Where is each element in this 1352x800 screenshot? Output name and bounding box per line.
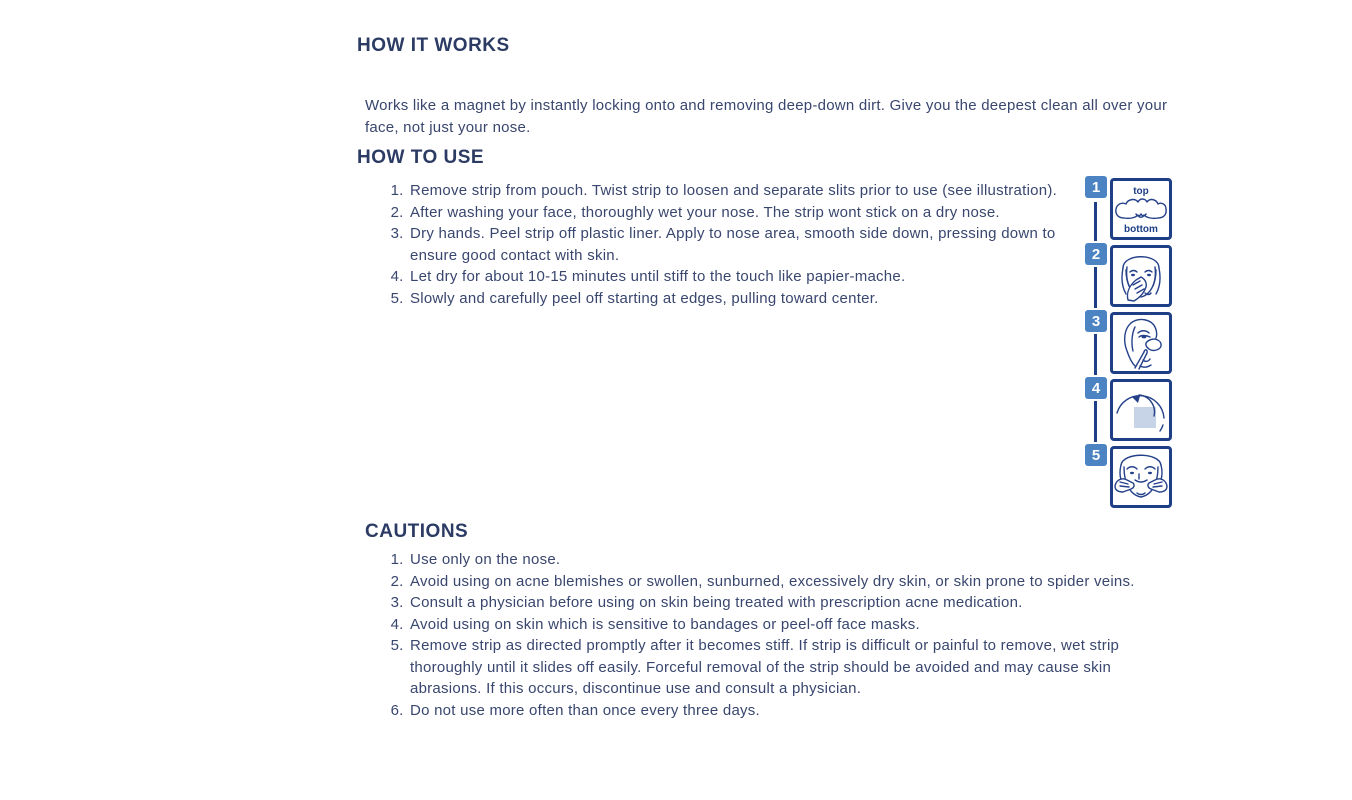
how-to-use-list xyxy=(357,180,1085,508)
caution-item: 6. Do not use more often than once every three days. xyxy=(408,700,1172,722)
caution-item: 1. Use only on the nose. xyxy=(408,549,1172,571)
illustration-panel xyxy=(1110,178,1172,240)
how-to-use-step: 3. Dry hands. Peel strip off plastic liner. Apply to nose area, smooth side down, pressing down to ensure good contact with skin. xyxy=(408,223,1079,266)
illustration-step-1 xyxy=(1085,178,1172,240)
step-number-badge: 4 xyxy=(1085,377,1107,399)
step-number-badge: 1 xyxy=(1085,176,1107,198)
svg-text:top: top xyxy=(1133,186,1149,197)
how-to-use-step: 2. After washing your face, thoroughly wet your nose. The strip wont stick on a dry nose. xyxy=(408,202,1079,224)
step-number-badge: 3 xyxy=(1085,310,1107,332)
how-to-use-step: 1. Remove strip from pouch. Twist strip to loosen and separate slits prior to use (see illustration). xyxy=(408,180,1079,202)
caution-item: 4. Avoid using on skin which is sensitive to bandages or peel-off face masks. xyxy=(408,614,1172,636)
illustration-panel xyxy=(1110,245,1172,307)
svg-text:bottom: bottom xyxy=(1124,224,1158,235)
peel-strip-face-icon xyxy=(1113,449,1169,505)
illustration-step-5 xyxy=(1085,446,1172,508)
illustration-step-2 xyxy=(1085,245,1172,307)
how-it-works-heading: HOW IT WORKS xyxy=(357,35,510,56)
caution-item: 3. Consult a physician before using on skin being treated with prescription acne medication. xyxy=(408,592,1172,614)
how-to-use-heading: HOW TO USE xyxy=(357,147,485,168)
caution-item: 5. Remove strip as directed promptly after it becomes stiff. If strip is difficult or painful to remove, wet strip thoroughly until it slides off easily. Forceful removal of the strip should be avoided and may cause skin abrasions. If this occurs, discontinue use and consult a physician. xyxy=(408,635,1172,700)
illustration-panel xyxy=(1110,312,1172,374)
illustration-step-4 xyxy=(1085,379,1172,441)
wet-nose-face-icon xyxy=(1113,248,1169,304)
illustration-panel xyxy=(1110,446,1172,508)
instruction-illustration-strip xyxy=(1085,178,1172,508)
step-number-badge: 2 xyxy=(1085,243,1107,265)
how-to-use-step: 4. Let dry for about 10-15 minutes until stiff to the touch like papier-mache. xyxy=(408,266,1079,288)
cautions-heading: CAUTIONS xyxy=(365,521,469,542)
illustration-step-3 xyxy=(1085,312,1172,374)
apply-strip-face-icon xyxy=(1113,315,1169,371)
step-number-badge: 5 xyxy=(1085,444,1107,466)
how-to-use-section xyxy=(357,178,1172,508)
cautions-list xyxy=(357,549,1172,721)
caution-item: 2. Avoid using on acne blemishes or swollen, sunburned, excessively dry skin, or skin prone to spider veins. xyxy=(408,571,1172,593)
illustration-panel xyxy=(1110,379,1172,441)
how-it-works-text: Works like a magnet by instantly locking onto and removing deep-down dirt. Give you the deepest clean all over your face, not just your nose. xyxy=(365,97,1168,136)
timer-clock-icon xyxy=(1113,382,1169,438)
how-to-use-step: 5. Slowly and carefully peel off starting at edges, pulling toward center. xyxy=(408,288,1079,310)
nose-strip-diagram-icon xyxy=(1113,181,1169,237)
